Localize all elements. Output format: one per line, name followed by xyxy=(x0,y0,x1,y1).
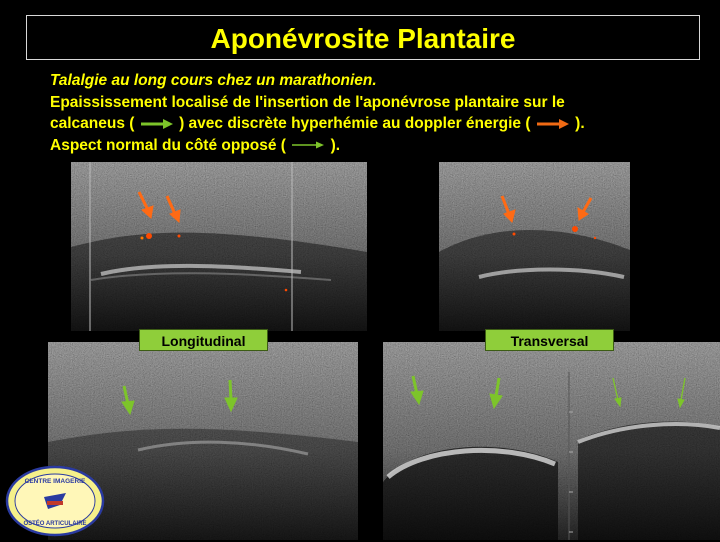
svg-text:OSTÉO ARTICULAIRE: OSTÉO ARTICULAIRE xyxy=(23,521,87,527)
ultrasound-transversal xyxy=(383,342,720,540)
description xyxy=(50,70,670,156)
orange-arrow-icon xyxy=(535,119,571,129)
description-line-3: calcaneus ( ) avec discrète hyperhémie au doppler énergie ( ). xyxy=(50,115,585,132)
description-line-4: Aspect normal du côté opposé ( ). xyxy=(50,136,341,154)
ultrasound-longitudinal-doppler xyxy=(71,162,367,331)
longitudinal-label: Longitudinal xyxy=(139,329,268,351)
thin-green-arrow-icon xyxy=(290,140,326,150)
ultrasound-transversal-doppler xyxy=(439,162,630,331)
svg-text:CENTRE IMAGERIE: CENTRE IMAGERIE xyxy=(24,478,86,485)
description-line-2: Epaississement localisé de l'insertion de l'aponévrose plantaire sur le xyxy=(50,93,565,111)
title-box xyxy=(26,15,700,60)
transversal-label: Transversal xyxy=(485,329,614,351)
green-arrow-icon xyxy=(139,119,175,129)
logo xyxy=(4,465,106,537)
description-line-1: Talalgie au long cours chez un marathonien. xyxy=(50,72,377,89)
slide-title: Aponévrosite Plantaire xyxy=(210,23,516,54)
